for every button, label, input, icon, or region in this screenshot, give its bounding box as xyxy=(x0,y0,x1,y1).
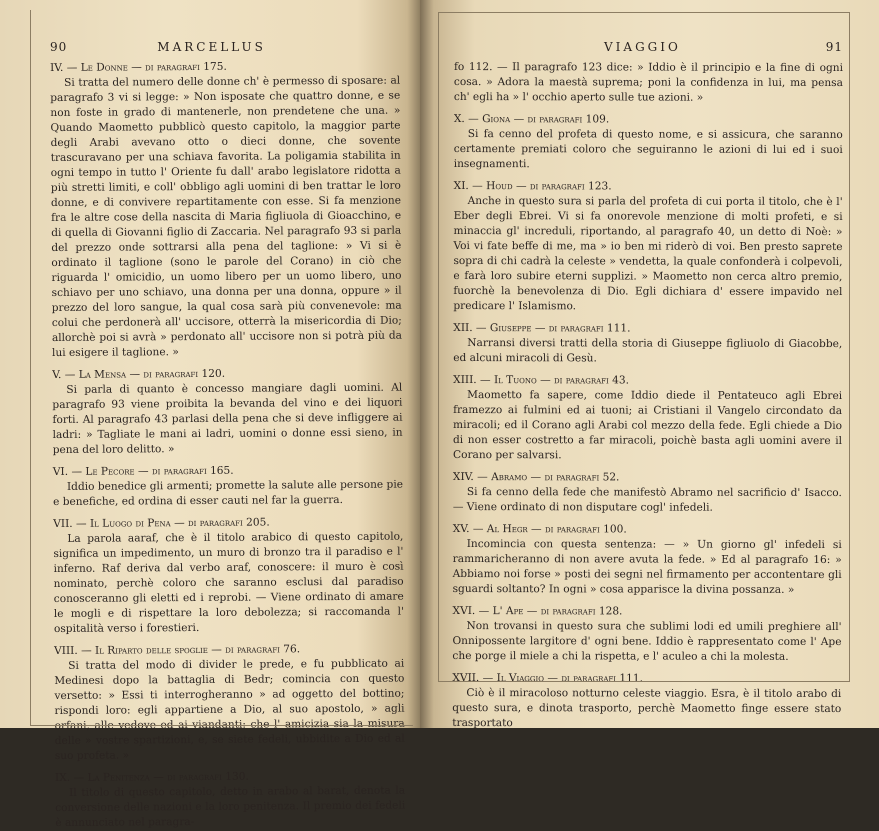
chapter-x xyxy=(454,112,843,173)
chapter-xi xyxy=(453,179,842,315)
chapter-heading: VIII. — Il Riparto delle spoglie — di paragrafi 76. xyxy=(54,643,301,657)
chapter-viii xyxy=(54,642,405,764)
chapter-heading: VII. — Il Luogo di Pena — di paragrafi 205. xyxy=(53,516,270,530)
chapter-xvi xyxy=(452,604,841,665)
chapter-paragraph: Non trovansi in questo sura che sublimi lodi ed umili preghiere all' Onnipossente largitore d' ogni bene. Iddio è rappresentato come l' Ape che porge il miele a chi la rispetta, e l' aculeo a chi la molesta. xyxy=(452,620,842,663)
right-running-head xyxy=(454,40,843,54)
left-page-title: MARCELLUS xyxy=(157,40,266,54)
chapter-paragraph: Ciò è il miracoloso notturno celeste viaggio. Esra, è il titolo arabo di questo sura, e dinota trasporto, perchè Maometto finge essere stato trasportato xyxy=(452,687,842,730)
continued-paragraph: fo 112. — Il paragrafo 123 dice: » Iddio è il principio e la fine di ogni cosa. » Adora la maestà suprema; poni la confidenza in lui, ma pensa ch' egli ha » l' occhio aperto sulle tue azioni. » xyxy=(453,60,843,104)
chapter-xii xyxy=(453,321,842,367)
chapter-heading: IV. — Le Donne — di paragrafi 175. xyxy=(50,60,227,74)
chapter-heading: IX. — La Penitenza — di paragrafi 130. xyxy=(54,770,249,784)
chapter-heading: XII. — Giuseppe — di paragrafi 111. xyxy=(453,321,631,335)
right-page-title: VIAGGIO xyxy=(604,40,681,54)
chapter-heading: XVII. — Il Viaggio — di paragrafi 111. xyxy=(452,671,644,685)
chapter-paragraph: La parola aaraf, che è il titolo arabico di questo capitolo, significa un impedimento, un muro di bronzo tra il paradiso e l' inferno. Raf deriva dal verbo araf, conoscere: il muro è così nominato, perchè coloro che saranno esclusi dal paradiso conosceranno gli eletti ed i reprobi. — Viene ordinato di amare le mogli e di rispettare la loro debolezza; si raccomanda l' ospitalità verso i forestieri. xyxy=(53,530,404,635)
chapter-heading: XVI. — L' Ape — di paragrafi 128. xyxy=(452,604,623,618)
chapter-xiii xyxy=(453,373,842,464)
chapter-paragraph: Si tratta del numero delle donne ch' è permesso di sposare: al paragrafo 3 vi si legge: » Non isposate che quattro donne, e se non foste in grado di mantenerle, non prendetene che una. » Quando Maometto pubblicò questo capitolo, la maggior parte degli Arabi avevano otto o dieci donne, che sovente trascuravano per una schiava favorita. La poligamia stabilita in ogni tempo in tutto l' Oriente fu dall' arabo legislatore ridotta a più stretti limiti, e coll' obbligo agli uomini di ben trattar le loro donne, e di convivere repartitamente con esse. Si fa menzione fra le altre cose della nascita di Maria figliuola di Gioacchino, e di quella di Giovanni figlio di Zaccaria. Nel paragrafo 93 si parla del prezzo onde sottrarsi alla pena del taglione: » Vi si è ordinato il taglione (sono le parole del Corano) in ciò che riguarda l' omicidio, un uomo libero per un uomo libero, uno schiavo per uno schiavo, una donna per una donna, oppure » il prezzo del loro sangue, la qual cosa sarà più convenevole: ma colui che perdonerà all' uccisore, otterrà la misericordia di Dio; allorchè poi si avrà » perdonato all' uccisore non si potrà più da lui esigere il taglione. » xyxy=(50,74,402,359)
chapter-ix xyxy=(55,769,405,831)
chapter-xiv xyxy=(453,470,842,516)
chapter-paragraph: Narransi diversi tratti della storia di Giuseppe figliuolo di Giacobbe, ed alcuni miracoli di Gesù. xyxy=(453,337,843,365)
chapter-xvii xyxy=(452,671,841,732)
chapter-paragraph: Maometto fa sapere, come Iddio diede il Pentateuco agli Ebrei framezzo ai fulmini ed ai tuoni; ai Cristiani il Vangelo circondato da miracoli; ed il Corano agli Arabi col mezzo della fede. Egli chiede a Dio di non esser costretto a far miracoli, poichè basta agli uomini avere il Corano per salvarsi. xyxy=(452,389,843,462)
chapter-paragraph: Iddio benedice gli armenti; promette la salute alle persone pie e benefiche, ed ordina di esser cauti nel far la guerra. xyxy=(53,478,404,508)
chapter-heading: XI. — Houd — di paragrafi 123. xyxy=(453,179,612,193)
right-page xyxy=(420,0,879,728)
chapter-heading: XIV. — Abramo — di paragrafi 52. xyxy=(452,470,620,484)
chapter-paragraph: Il titolo di questo capitolo, detto in arabo al barat, denota la conversione delle nazioni e la loro penitenza. Il premio dei fedeli è annunciato nel paragra- xyxy=(55,784,406,829)
left-page xyxy=(0,0,420,829)
left-running-head xyxy=(50,40,400,54)
chapter-paragraph: Anche in questo sura si parla del profeta di cui porta il titolo, che è l' Eber degli Ebrei. Vi si fa onorevole menzione di molti profeti, e si minaccia gl' increduli, riportando, al paragrafo 40, un detto di Noè: » Voi vi fate beffe di me, ma » io ben mi riderò di voi. Ben presto saprete sopra di chi cadrà la celeste » vendetta, la quale confonderà i colpevoli, e farà loro subire eterni supplizi. » Maometto non cerca altro premio, fuorchè la benevolenza di Dio. Egli dichiara d' essere impavido nel predicare l' Islamismo. xyxy=(453,195,843,313)
chapter-xv xyxy=(453,522,842,598)
left-page-text xyxy=(50,59,405,831)
chapter-heading: XIII. — Il Tuono — di paragrafi 43. xyxy=(453,373,630,387)
chapter-paragraph: Si fa cenno della fede che manifestò Abramo nel sacrificio d' Isacco. — Viene ordinato di non disputare cogl' infedeli. xyxy=(452,486,842,514)
chapter-vi xyxy=(53,463,403,510)
chapter-paragraph: Si fa cenno del profeta di questo nome, e si assicura, che saranno certamente premiati coloro che seguiranno le azioni di lui ed i suoi insegnamenti. xyxy=(453,128,843,171)
chapter-paragraph: Incomincia con questa sentenza: — » Un giorno gl' infedeli si rammaricheranno di non avere avuta la fede. » Ed al paragrafo 16: » Abbiamo noi forse » posti dei segni nel firmamento per accontentare gli sguardi soltanto? In ogni » cosa apparisce la divina possanza. » xyxy=(452,538,842,596)
chapter-v xyxy=(52,366,403,458)
chapter-heading: VI. — Le Pecore — di paragrafi 165. xyxy=(52,464,234,478)
chapter-heading: V. — La Mensa — di paragrafi 120. xyxy=(52,367,226,381)
right-page-number: 91 xyxy=(825,40,843,54)
chapter-iv xyxy=(50,59,402,361)
chapter-paragraph: Si tratta del modo di divider le prede, e fu pubblicato ai Medinesi dopo la battaglia di Bedr; comincia con questo versetto: » Essi ti interrogheranno » ad oggetto del bottino; rispondi loro: egli appartiene a Dio, al suo apostolo, » agli orfani, alle vedove ed ai viandanti: che l' amicizia sia la misura delle » vostre spartizioni, e, se siete fedeli, ubbidite a Dio ed al suo profeta. » xyxy=(54,657,405,762)
left-page-number: 90 xyxy=(50,40,68,54)
chapter-vii xyxy=(53,515,404,637)
right-page-text xyxy=(452,60,843,732)
chapter-heading: X. — Giona — di paragrafi 109. xyxy=(453,112,610,126)
chapter-heading: XV. — Al Hegr — di paragrafi 100. xyxy=(452,522,627,536)
chapter-paragraph: Si parla di quanto è concesso mangiare dagli uomini. Al paragrafo 93 viene proibita la bevanda del vino e dei liquori forti. Al paragrafo 43 parlasi della pena che si deve infliggere ai ladri: » Tagliate le mani ai ladri, uomini o donne essi sieno, in pena del loro delitto. » xyxy=(52,381,403,456)
